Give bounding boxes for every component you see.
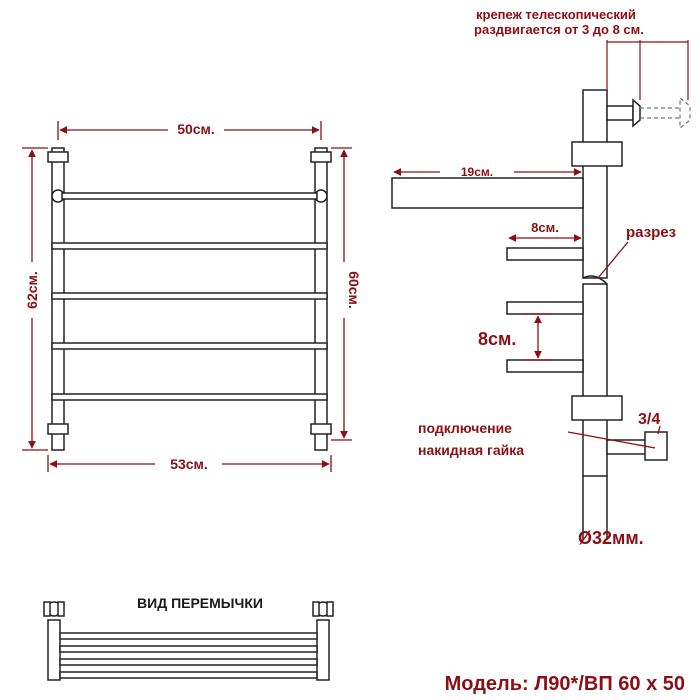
height-right-label: 60см. xyxy=(346,271,362,309)
width-bottom-label: 53см. xyxy=(170,456,208,472)
side-rung-long xyxy=(392,178,583,208)
side-rung-3 xyxy=(507,360,583,372)
rung-5 xyxy=(52,394,327,400)
telescopic-rod xyxy=(607,106,633,120)
side-bracket-bottom xyxy=(572,396,622,420)
rung-4 xyxy=(52,343,327,349)
rung-spacing-label: 8см. xyxy=(478,329,517,349)
jumper-bar-1 xyxy=(60,633,317,639)
jumper-bar-2 xyxy=(60,646,317,652)
rung-1 xyxy=(62,193,317,199)
connection-pipe xyxy=(607,440,647,454)
section-label: разрез xyxy=(626,224,677,241)
jumper-title: ВИД ПЕРЕМЫЧКИ xyxy=(137,595,263,611)
thread-label: 3/4 xyxy=(638,411,661,428)
jumper-bar-3 xyxy=(60,659,317,665)
bracket-top-left xyxy=(48,152,68,162)
model-label: Модель: Л90*/ВП 60 х 50 xyxy=(444,673,685,695)
connection-label-line1: подключение xyxy=(418,420,512,436)
side-bracket-top xyxy=(572,142,622,166)
rung-2 xyxy=(52,243,327,249)
bracket-top-right xyxy=(311,152,331,162)
side-pipe-lower xyxy=(583,284,607,476)
side-pipe-upper xyxy=(583,90,607,278)
bracket-bottom-right xyxy=(311,424,331,434)
connection-label-line2: накидная гайка xyxy=(418,442,525,458)
telescopic-label-line2: раздвигается от 3 до 8 см. xyxy=(474,22,644,37)
jumper-view xyxy=(44,602,333,680)
side-view xyxy=(392,90,667,540)
bracket-bottom-left xyxy=(48,424,68,434)
telescopic-label-line1: крепеж телескопический xyxy=(476,7,636,22)
jumper-right-post xyxy=(317,620,329,680)
side-rung-1 xyxy=(507,248,583,260)
connection-nut xyxy=(645,432,667,460)
rung-3 xyxy=(52,293,327,299)
height-left-label: 62см. xyxy=(24,271,40,309)
depth-label: 19см. xyxy=(460,165,494,179)
jumper-bar-4 xyxy=(60,672,317,678)
telescopic-cone xyxy=(633,100,640,126)
side-rung-2 xyxy=(507,302,583,314)
rung-length-label: 8см. xyxy=(531,220,559,235)
front-view xyxy=(48,148,331,450)
diameter-label: Ø32мм. xyxy=(578,528,644,548)
jumper-left-post xyxy=(48,620,60,680)
width-top-label: 50см. xyxy=(177,121,215,137)
